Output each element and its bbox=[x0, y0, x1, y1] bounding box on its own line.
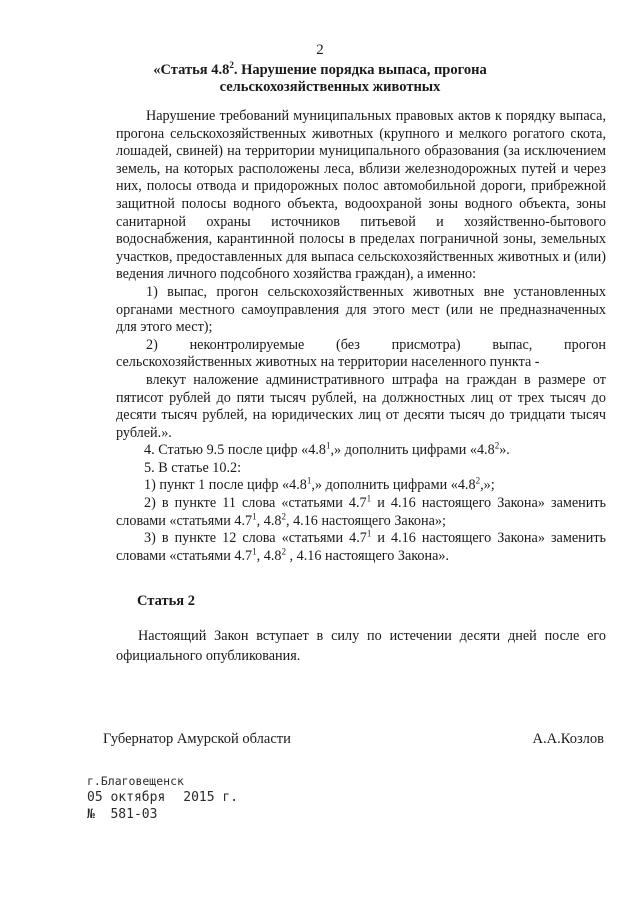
effective-date-paragraph bbox=[116, 626, 606, 666]
stamp-number-value: 581-03 bbox=[110, 807, 158, 822]
item-1: 1) выпас, прогон сельскохозяйственных животных вне установленных органами местного самоуправления для этого мест (или не предназначенных для этого мест); bbox=[116, 283, 606, 336]
stamp-city: г.Благовещенск bbox=[87, 774, 184, 788]
stamp-date-day: 05 октября bbox=[87, 790, 166, 805]
stamp-number-label: № bbox=[87, 807, 95, 822]
signature-position: Губернатор Амурской области bbox=[103, 731, 291, 747]
point-5-1-b: ,» дополнить цифрами «4.8 bbox=[311, 477, 476, 494]
point-5-1-a-sup: 1 bbox=[306, 475, 312, 486]
stamp-number bbox=[87, 807, 157, 822]
point-5-3-b: и 4.16 настоящего Закона» заменить словами «статьями 4.7 bbox=[116, 530, 606, 564]
point-5-2-a-sup: 1 bbox=[366, 493, 372, 504]
document-body bbox=[116, 108, 606, 565]
point-5-1 bbox=[116, 477, 606, 495]
title-line1-pre: «Статья 4.8 bbox=[153, 62, 230, 78]
point-5-2 bbox=[116, 495, 606, 530]
title-line1 bbox=[153, 62, 486, 78]
title-line1-sup: 2 bbox=[229, 60, 234, 71]
point-5-2-b: и 4.16 настоящего Закона» заменить словами «статьями 4.7 bbox=[116, 495, 606, 529]
point-5-3 bbox=[116, 530, 606, 565]
item-2-line1: 2) неконтролируемые (без присмотра) выпас, прогон bbox=[146, 336, 606, 353]
article-2-heading: Статья 2 bbox=[137, 593, 195, 609]
penalty-paragraph: влекут наложение административного штрафа на граждан в размере от пятисот рублей до пяти тысяч рублей, на должностных лиц от трех тысяч до десяти тысяч рублей, на юридических лиц от десяти тысяч до тридцати тысяч рублей.». bbox=[116, 371, 606, 441]
point-4-a-sup: 1 bbox=[325, 440, 331, 451]
page-number: 2 bbox=[316, 42, 324, 58]
point-4-b: ,» дополнить цифрами «4.8 bbox=[330, 442, 495, 459]
point-4-c: ». bbox=[499, 442, 510, 459]
article-title bbox=[0, 62, 640, 96]
title-line1-post: . Нарушение порядка выпаса, прогона bbox=[233, 62, 487, 78]
point-5-2-b-sup: 1 bbox=[252, 510, 257, 521]
point-5-2-c-sup: 2 bbox=[281, 510, 286, 521]
point-5-1-c: ,»; bbox=[480, 477, 495, 494]
point-5-3-a: 3) в пункте 12 слова «статьями 4.7 bbox=[144, 530, 367, 547]
point-4 bbox=[116, 442, 606, 460]
point-5-2-c: , 4.8 bbox=[256, 512, 282, 529]
main-paragraph: Нарушение требований муниципальных правовых актов к порядку выпаса, прогона сельскохозяйственных животных (крупного и мелкого рогатого скота, лошадей, свиней) на территории муниципального образования (за исключением земель, на которых расположены леса, вблизи железнодорожных путей и через них, полосы отвода и придорожных полос автомобильной дороги, прибрежной защитной полосы водного объекта, водоохраной зоны водного объекта, зоны санитарной охраны источников питьевой и хозяйственно-бытового водоснабжения, карантинной полосы в пределах пограничной зоны, земельных участков, предоставленных для выпаса сельскохозяйственных животных и (или) ведения личного подсобного хозяйства граждан), а именно: bbox=[116, 108, 606, 283]
point-4-b-sup: 2 bbox=[494, 440, 500, 451]
point-5-2-d: , 4.16 настоящего Закона»; bbox=[285, 512, 446, 529]
point-5-3-a-sup: 1 bbox=[366, 528, 372, 539]
point-5-3-c-sup: 2 bbox=[281, 546, 286, 557]
item-2-line2: сельскохозяйственных животных на территории населенного пункта - bbox=[116, 354, 540, 371]
point-5-3-c: , 4.8 bbox=[256, 547, 282, 564]
point-5: 5. В статье 10.2: bbox=[144, 459, 242, 476]
point-5-1-b-sup: 2 bbox=[475, 475, 481, 486]
point-5-3-b-sup: 1 bbox=[252, 546, 257, 557]
stamp-date bbox=[87, 790, 238, 805]
title-line2: сельскохозяйственных животных bbox=[219, 79, 441, 95]
point-5-1-a: 1) пункт 1 после цифр «4.8 bbox=[144, 477, 307, 494]
signature-name: А.А.Козлов bbox=[532, 731, 604, 747]
point-5-3-d: , 4.16 настоящего Закона». bbox=[285, 547, 450, 564]
point-5-2-a: 2) в пункте 11 слова «статьями 4.7 bbox=[144, 495, 367, 512]
point-4-a: 4. Статью 9.5 после цифр «4.8 bbox=[144, 442, 326, 459]
law-text: Настоящий Закон вступает в силу по истечении десяти дней после его официального опубликования. bbox=[116, 628, 606, 664]
stamp-date-year: 2015 г. bbox=[183, 790, 239, 805]
